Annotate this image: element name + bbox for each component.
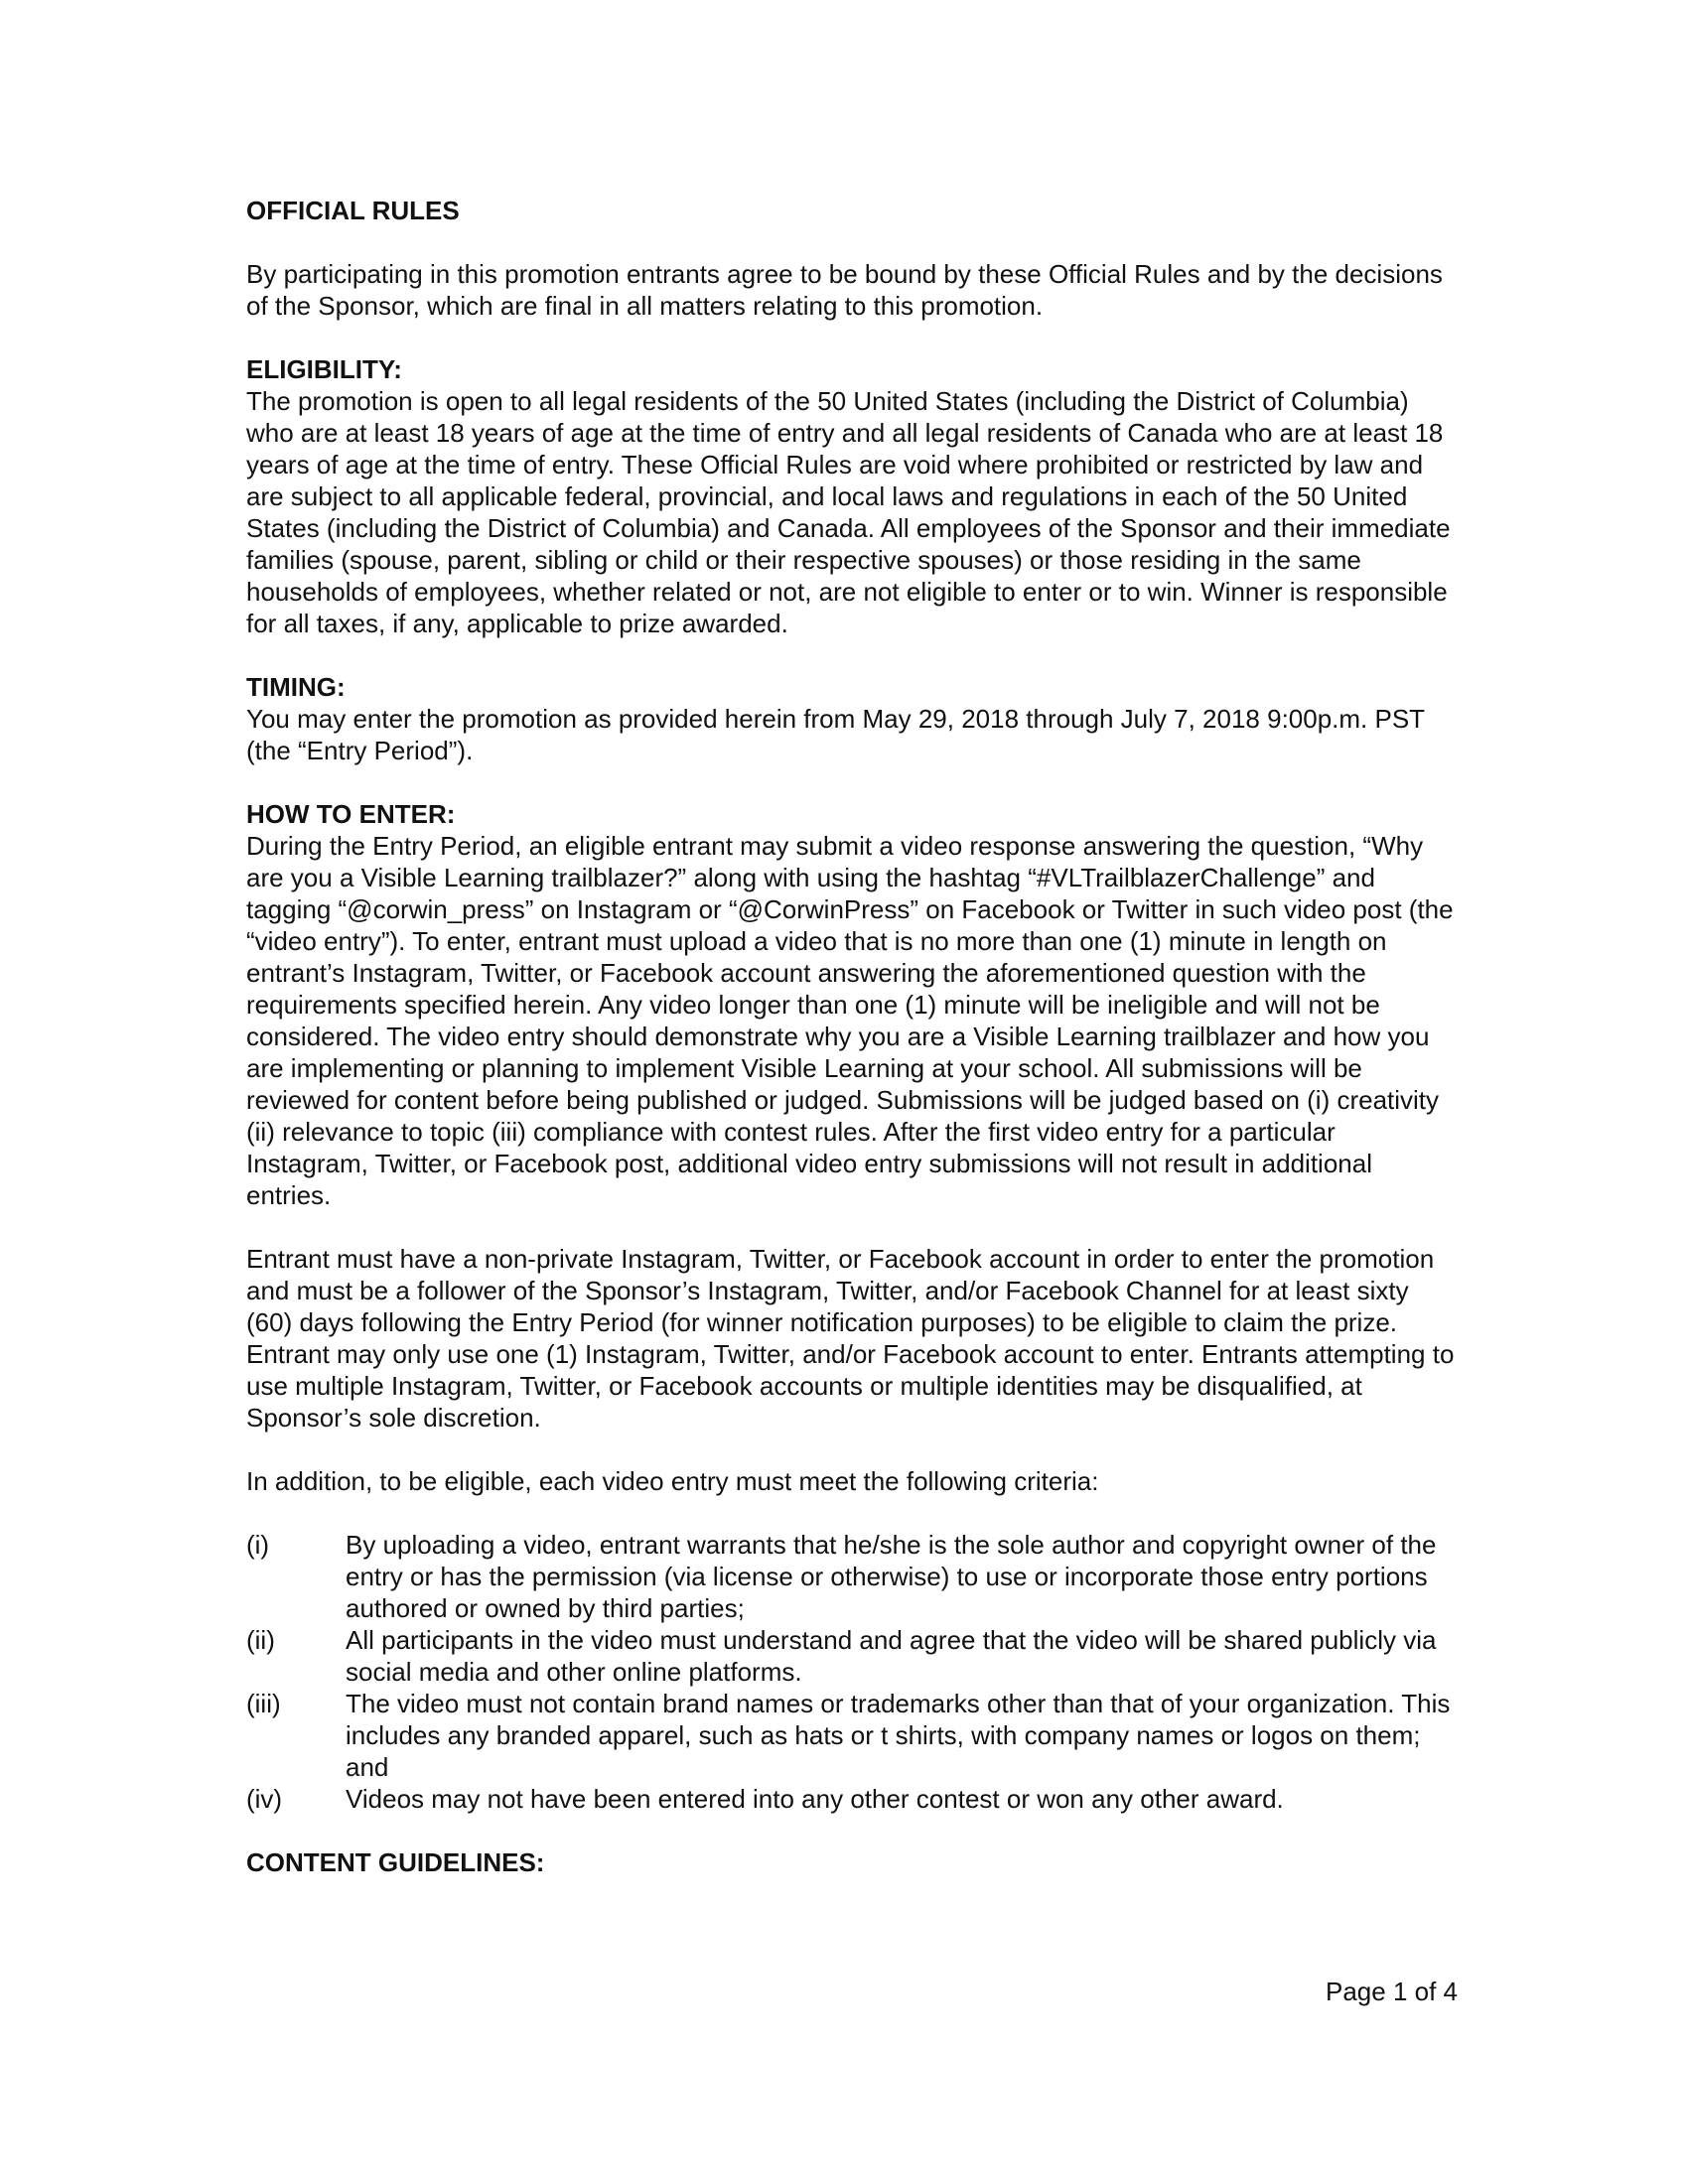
eligibility-heading: ELIGIBILITY:: [246, 354, 402, 384]
how-to-enter-heading: HOW TO ENTER:: [246, 799, 456, 829]
criteria-text: All participants in the video must understand and agree that the video will be shared publicly via social media and other online platforms.: [346, 1625, 1437, 1687]
how-to-enter-paragraph-3: In addition, to be eligible, each video entry must meet the following criteria:: [246, 1466, 1099, 1496]
criteria-text: Videos may not have been entered into any other contest or won any other award.: [346, 1784, 1284, 1814]
criteria-item: [246, 1783, 1458, 1815]
criteria-item: [246, 1688, 1458, 1783]
eligibility-paragraph: The promotion is open to all legal residents of the 50 United States (including the District of Columbia) who are at least 18 years of age at the time of entry and all legal residents of Canada who are at least 18 years of age at the time of entry. These Official Rules are void where prohibited or restricted by law and are subject to all applicable federal, provincial, and local laws and regulations in each of the 50 United States (including the District of Columbia) and Canada. All employees of the Sponsor and their immediate families (spouse, parent, sibling or child or their respective spouses) or those residing in the same households of employees, whether related or not, are not eligible to enter or to win. Winner is responsible for all taxes, if any, applicable to prize awarded.: [246, 386, 1451, 638]
criteria-item: [246, 1529, 1458, 1624]
criteria-list: [246, 1529, 1458, 1815]
timing-heading: TIMING:: [246, 672, 346, 702]
criteria-text: The video must not contain brand names or trademarks other than that of your organization. This includes any branded apparel, such as hats or t shirts, with company names or logos on them; and: [346, 1689, 1451, 1782]
criteria-number: (i): [246, 1530, 270, 1560]
page-number: Page 1 of 4: [1326, 1977, 1458, 2006]
how-to-enter-paragraph-1: During the Entry Period, an eligible entrant may submit a video response answering the question, “Why are you a Visible Learning trailblazer?” along with using the hashtag “#VLTrailblazerChallenge” and tagging “@corwin_press” on Instagram or “@CorwinPress” on Facebook or Twitter in such video post (the “video entry”). To enter, entrant must upload a video that is no more than one (1) minute in length on entrant’s Instagram, Twitter, or Facebook account answering the aforementioned question with the requirements specified herein. Any video longer than one (1) minute will be ineligible and will not be considered. The video entry should demonstrate why you are a Visible Learning trailblazer and how you are implementing or planning to implement Visible Learning at your school. All submissions will be reviewed for content before being published or judged. Submissions will be judged based on (i) creativity (ii) relevance to topic (iii) compliance with contest rules. After the first video entry for a particular Instagram, Twitter, or Facebook post, additional video entry submissions will not result in additional entries.: [246, 831, 1454, 1210]
how-to-enter-paragraph-2: Entrant must have a non-private Instagram, Twitter, or Facebook account in order to enter the promotion and must be a follower of the Sponsor’s Instagram, Twitter, and/or Facebook Channel for at least sixty (60) days following the Entry Period (for winner notification purposes) to be eligible to claim the prize. Entrant may only use one (1) Instagram, Twitter, and/or Facebook account to enter. Entrants attempting to use multiple Instagram, Twitter, or Facebook accounts or multiple identities may be disqualified, at Sponsor’s sole discretion.: [246, 1244, 1455, 1433]
criteria-item: [246, 1624, 1458, 1688]
timing-paragraph: You may enter the promotion as provided herein from May 29, 2018 through July 7, 2018 9:00p.m. PST (the “Entry Period”).: [246, 704, 1425, 765]
document-page: [246, 195, 1458, 1878]
intro-paragraph: By participating in this promotion entrants agree to be bound by these Official Rules and by the decisions of the Sponsor, which are final in all matters relating to this promotion.: [246, 259, 1443, 321]
document-title: OFFICIAL RULES: [246, 196, 460, 225]
content-guidelines-heading: CONTENT GUIDELINES:: [246, 1847, 545, 1877]
criteria-number: (iii): [246, 1689, 281, 1718]
criteria-number: (iv): [246, 1784, 283, 1814]
criteria-number: (ii): [246, 1625, 275, 1655]
criteria-text: By uploading a video, entrant warrants that he/she is the sole author and copyright owner of the entry or has the permission (via license or otherwise) to use or incorporate those entry portions authored or owned by third parties;: [346, 1530, 1437, 1623]
